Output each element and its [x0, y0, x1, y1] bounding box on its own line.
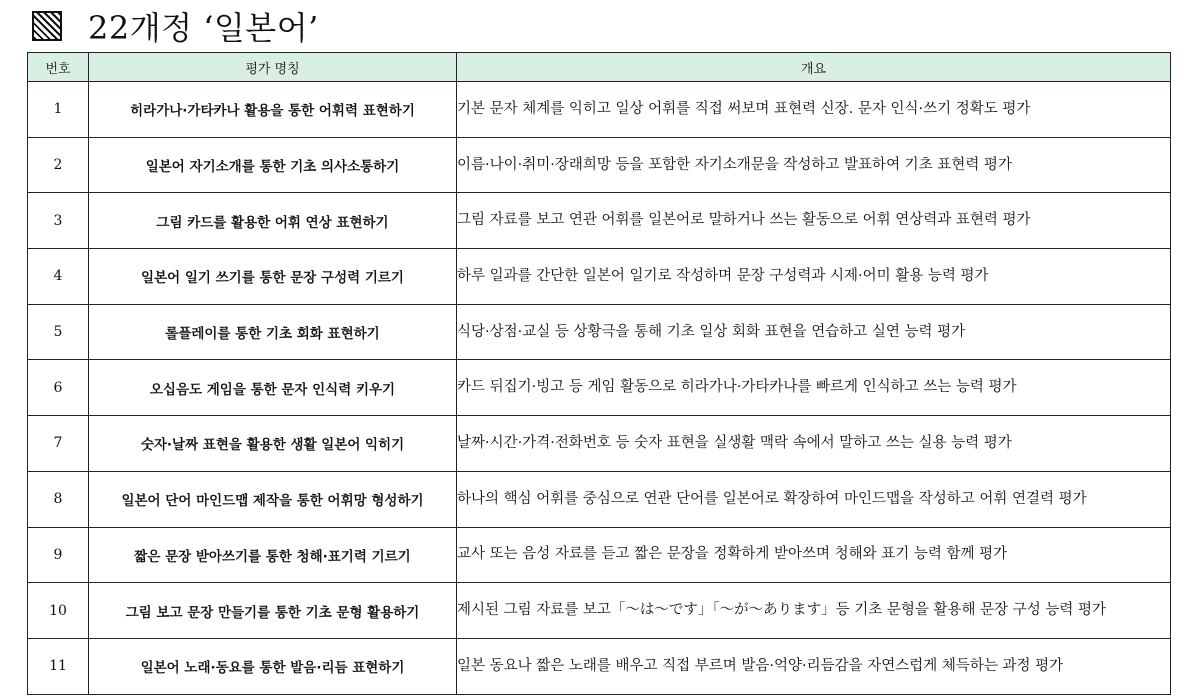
table-header-row [28, 53, 1171, 82]
row-number: 6 [28, 360, 89, 416]
row-overview: 제시된 그림 자료를 보고「～は～です」「～が～あります」등 기초 문형을 활용해 문장 구성 능력 평가 [457, 583, 1171, 639]
row-overview: 하루 일과를 간단한 일본어 일기로 작성하며 문장 구성력과 시제·어미 활용 능력 평가 [457, 249, 1171, 305]
row-overview: 그림 자료를 보고 연관 어휘를 일본어로 말하거나 쓰는 활동으로 어휘 연상력과 표현력 평가 [457, 193, 1171, 249]
row-eval-name: 그림 보고 문장 만들기를 통한 기초 문형 활용하기 [89, 583, 457, 639]
row-number: 3 [28, 193, 89, 249]
row-number: 1 [28, 82, 89, 138]
header-number: 번호 [28, 53, 89, 82]
row-number: 2 [28, 137, 89, 193]
row-number: 9 [28, 527, 89, 583]
row-eval-name: 히라가나·가타카나 활용을 통한 어휘력 표현하기 [89, 82, 457, 138]
row-eval-name: 일본어 노래·동요를 통한 발음·리듬 표현하기 [89, 638, 457, 694]
header-overview: 개요 [457, 53, 1171, 82]
row-overview: 일본 동요나 짧은 노래를 배우고 직접 부르며 발음·억양·리듬감을 자연스럽게 체득하는 과정 평가 [457, 638, 1171, 694]
table-row [28, 304, 1171, 360]
table-row [28, 583, 1171, 639]
row-number: 10 [28, 583, 89, 639]
header-eval-name: 평가 명칭 [89, 53, 457, 82]
page-title: 22개정 ‘일본어’ [88, 9, 319, 47]
table-row [28, 249, 1171, 305]
row-overview: 기본 문자 체계를 익히고 일상 어휘를 직접 써보며 표현력 신장. 문자 인식·쓰기 정확도 평가 [457, 82, 1171, 138]
row-number: 4 [28, 249, 89, 305]
row-overview: 하나의 핵심 어휘를 중심으로 연관 단어를 일본어로 확장하여 마인드맵을 작성하고 어휘 연결력 평가 [457, 471, 1171, 527]
row-eval-name: 오십음도 게임을 통한 문자 인식력 키우기 [89, 360, 457, 416]
row-eval-name: 일본어 단어 마인드맵 제작을 통한 어휘망 형성하기 [89, 471, 457, 527]
table-row [28, 638, 1171, 694]
table-row [28, 527, 1171, 583]
evaluation-table [27, 52, 1171, 695]
row-eval-name: 숫자·날짜 표현을 활용한 생활 일본어 익히기 [89, 416, 457, 472]
row-eval-name: 일본어 자기소개를 통한 기초 의사소통하기 [89, 137, 457, 193]
table-row [28, 137, 1171, 193]
row-overview: 날짜·시간·가격·전화번호 등 숫자 표현을 실생활 맥락 속에서 말하고 쓰는 실용 능력 평가 [457, 416, 1171, 472]
row-overview: 이름·나이·취미·장래희망 등을 포함한 자기소개문을 작성하고 발표하여 기초 표현력 평가 [457, 137, 1171, 193]
row-overview: 교사 또는 음성 자료를 듣고 짧은 문장을 정확하게 받아쓰며 청해와 표기 능력 함께 평가 [457, 527, 1171, 583]
table-row [28, 471, 1171, 527]
row-eval-name: 롤플레이를 통한 기초 회화 표현하기 [89, 304, 457, 360]
row-overview: 식당·상점·교실 등 상황극을 통해 기초 일상 회화 표현을 연습하고 실연 능력 평가 [457, 304, 1171, 360]
table-row [28, 193, 1171, 249]
row-number: 7 [28, 416, 89, 472]
row-number: 8 [28, 471, 89, 527]
row-number: 5 [28, 304, 89, 360]
table-row [28, 360, 1171, 416]
row-number: 11 [28, 638, 89, 694]
row-eval-name: 그림 카드를 활용한 어휘 연상 표현하기 [89, 193, 457, 249]
table-row [28, 416, 1171, 472]
page-header [32, 4, 319, 48]
hatched-square-icon [32, 11, 62, 41]
row-eval-name: 일본어 일기 쓰기를 통한 문장 구성력 기르기 [89, 249, 457, 305]
table-row [28, 82, 1171, 138]
row-eval-name: 짧은 문장 받아쓰기를 통한 청해·표기력 기르기 [89, 527, 457, 583]
row-overview: 카드 뒤집기·빙고 등 게임 활동으로 히라가나·가타카나를 빠르게 인식하고 쓰는 능력 평가 [457, 360, 1171, 416]
